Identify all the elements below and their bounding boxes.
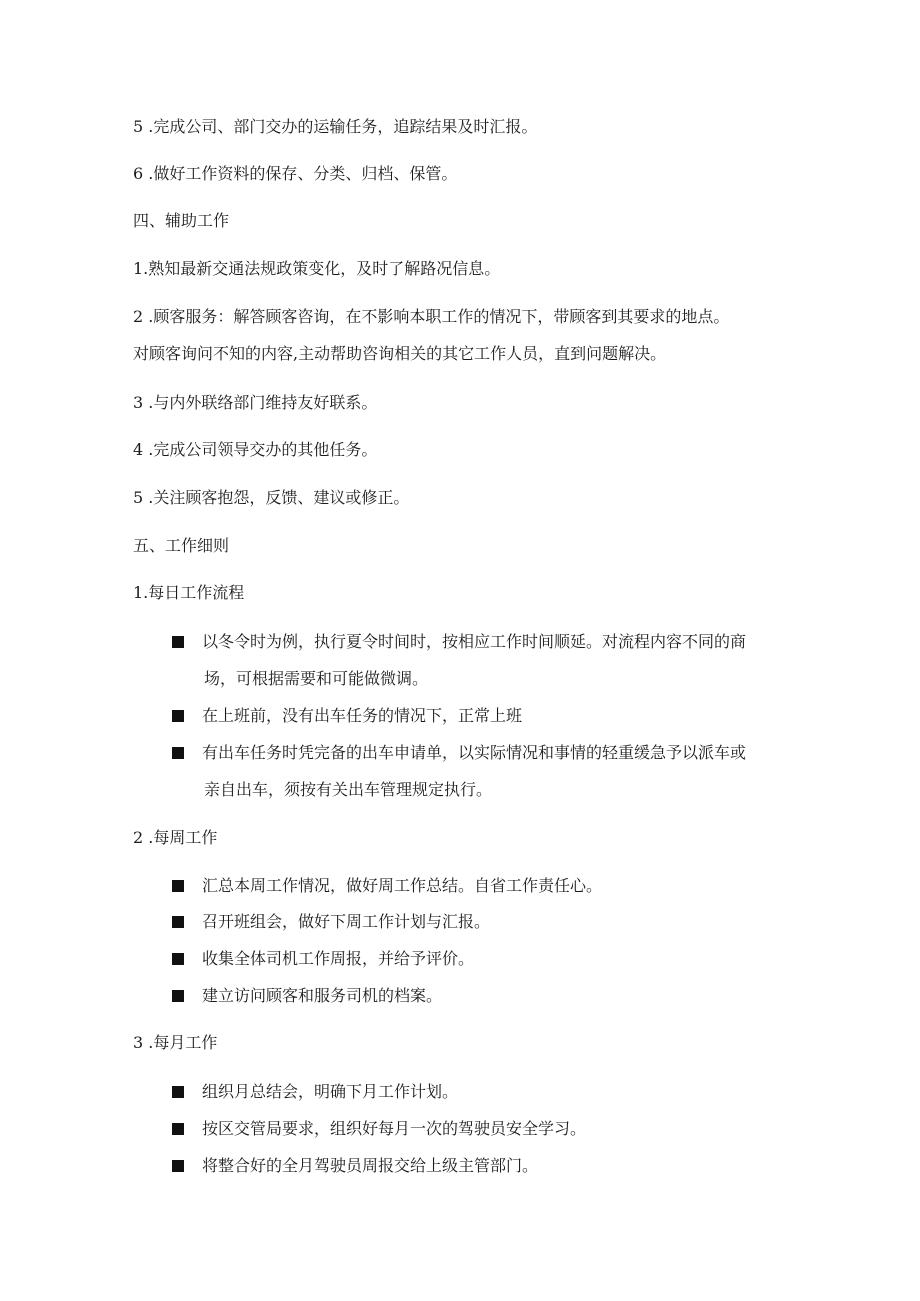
daily-bullet-2 <box>172 706 522 726</box>
weekly-bullet-2 <box>172 912 490 932</box>
square-bullet-icon <box>172 953 184 965</box>
daily-bullet-3-text: 有出车任务时凭完备的出车申请单，以实际情况和事情的轻重缓急予以派车或 <box>202 743 747 762</box>
square-bullet-icon <box>172 990 184 1002</box>
item-2-customer-service: 2 .顾客服务：解答顾客咨询，在不影响本职工作的情况下，带顾客到其要求的地点。 <box>133 307 730 326</box>
section-heading-auxiliary-work: 四、辅助工作 <box>133 211 230 230</box>
monthly-bullet-2-text: 按区交管局要求，组织好每月一次的驾驶员安全学习。 <box>202 1119 587 1138</box>
monthly-bullet-3 <box>172 1156 538 1176</box>
subheading-monthly-work: 3 .每月工作 <box>133 1033 218 1052</box>
weekly-bullet-3 <box>172 949 474 969</box>
weekly-bullet-4-text: 建立访问顾客和服务司机的档案。 <box>202 986 443 1005</box>
square-bullet-icon <box>172 1086 184 1098</box>
monthly-bullet-1 <box>172 1082 458 1102</box>
item-2-customer-service-continued: 对顾客询问不知的内容,主动帮助咨询相关的其它工作人员，直到问题解决。 <box>133 344 667 363</box>
square-bullet-icon <box>172 710 184 722</box>
square-bullet-icon <box>172 747 184 759</box>
item-4-other-tasks: 4 .完成公司领导交办的其他任务。 <box>133 440 378 459</box>
daily-bullet-1-continued: 场，可根据需要和可能做微调。 <box>204 669 429 688</box>
item-3-liaison: 3 .与内外联络部门维持友好联系。 <box>133 393 378 412</box>
subheading-daily-workflow: 1.每日工作流程 <box>133 583 245 602</box>
monthly-bullet-1-text: 组织月总结会，明确下月工作计划。 <box>202 1082 459 1101</box>
daily-bullet-2-text: 在上班前，没有出车任务的情况下，正常上班 <box>202 706 523 725</box>
subheading-weekly-work: 2 .每周工作 <box>133 828 218 847</box>
weekly-bullet-1-text: 汇总本周工作情况，做好周工作总结。自省工作责任心。 <box>202 876 603 895</box>
square-bullet-icon <box>172 636 184 648</box>
monthly-bullet-2 <box>172 1119 586 1139</box>
daily-bullet-3-continued: 亲自出车，须按有关出车管理规定执行。 <box>204 780 493 799</box>
item-5-customer-complaints: 5 .关注顾客抱怨，反馈、建议或修正。 <box>133 488 410 507</box>
monthly-bullet-3-text: 将整合好的全月驾驶员周报交给上级主管部门。 <box>202 1156 539 1175</box>
item-6-document-archive: 6 .做好工作资料的保存、分类、归档、保管。 <box>133 164 458 183</box>
item-5-transport-task: 5 .完成公司、部门交办的运输任务，追踪结果及时汇报。 <box>133 117 538 136</box>
square-bullet-icon <box>172 1160 184 1172</box>
daily-bullet-1 <box>172 632 746 652</box>
square-bullet-icon <box>172 916 184 928</box>
daily-bullet-3 <box>172 743 746 763</box>
square-bullet-icon <box>172 880 184 892</box>
weekly-bullet-3-text: 收集全体司机工作周报，并给予评价。 <box>202 949 475 968</box>
weekly-bullet-1 <box>172 876 602 896</box>
weekly-bullet-2-text: 召开班组会，做好下周工作计划与汇报。 <box>202 912 491 931</box>
item-1-traffic-regulations: 1.熟知最新交通法规政策变化，及时了解路况信息。 <box>133 259 501 278</box>
section-heading-work-rules: 五、工作细则 <box>133 536 230 555</box>
square-bullet-icon <box>172 1123 184 1135</box>
weekly-bullet-4 <box>172 986 442 1006</box>
daily-bullet-1-text: 以冬令时为例，执行夏令时间时，按相应工作时间顺延。对流程内容不同的商 <box>202 632 747 651</box>
